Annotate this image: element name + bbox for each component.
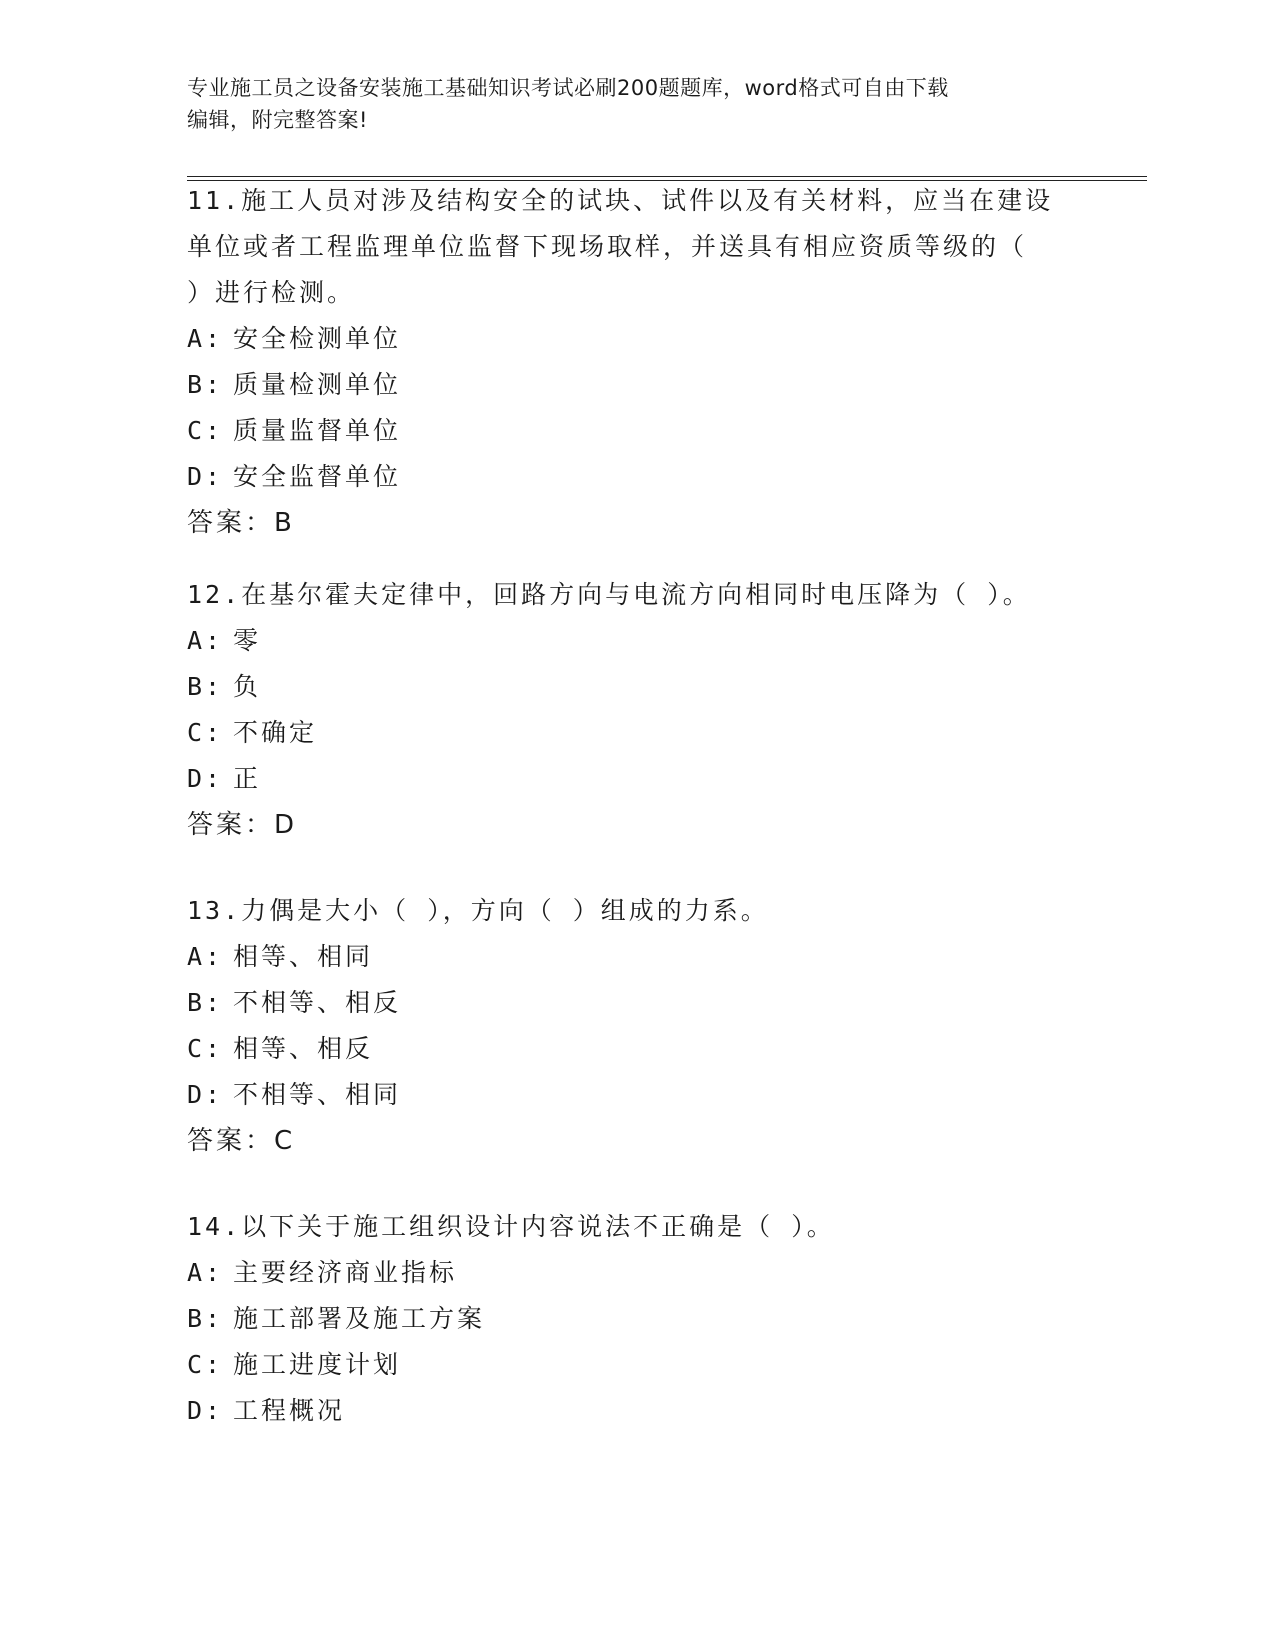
option-a: A: 主要经济商业指标 bbox=[187, 1258, 458, 1287]
option-d: D: 安全监督单位 bbox=[187, 462, 402, 491]
option-b: B: 质量检测单位 bbox=[187, 370, 402, 399]
header-line-1: 专业施工员之设备安装施工基础知识考试必刷200题题库，word格式可自由下载 bbox=[187, 76, 949, 100]
option-c: C: 相等、相反 bbox=[187, 1034, 374, 1063]
answer: 答案：D bbox=[187, 810, 298, 840]
document-header bbox=[187, 72, 1067, 136]
option-d: D: 正 bbox=[187, 764, 262, 793]
option-d: D: 工程概况 bbox=[187, 1396, 346, 1425]
answer: 答案：C bbox=[187, 1126, 296, 1156]
answer: 答案：B bbox=[187, 508, 295, 538]
question-14 bbox=[187, 1204, 1067, 1434]
option-a: A: 安全检测单位 bbox=[187, 324, 402, 353]
option-b: B: 施工部署及施工方案 bbox=[187, 1304, 486, 1333]
question-stem-line: 13.力偶是大小（ ），方向（ ）组成的力系。 bbox=[187, 896, 769, 925]
option-c: C: 施工进度计划 bbox=[187, 1350, 402, 1379]
option-b: B: 不相等、相反 bbox=[187, 988, 402, 1017]
option-d: D: 不相等、相同 bbox=[187, 1080, 402, 1109]
option-c: C: 质量监督单位 bbox=[187, 416, 402, 445]
question-11 bbox=[187, 178, 1067, 546]
option-b: B: 负 bbox=[187, 672, 262, 701]
question-stem-line: 单位或者工程监理单位监督下现场取样，并送具有相应资质等级的（ bbox=[187, 232, 1028, 261]
question-stem-line: 12.在基尔霍夫定律中，回路方向与电流方向相同时电压降为（ ）。 bbox=[187, 580, 1031, 609]
question-12 bbox=[187, 572, 1067, 848]
option-c: C: 不确定 bbox=[187, 718, 318, 747]
question-stem-line: ）进行检测。 bbox=[187, 278, 356, 307]
option-a: A: 零 bbox=[187, 626, 262, 655]
question-stem-line: 11.施工人员对涉及结构安全的试块、试件以及有关材料，应当在建设 bbox=[187, 186, 1054, 215]
header-line-2: 编辑，附完整答案! bbox=[187, 108, 368, 132]
option-a: A: 相等、相同 bbox=[187, 942, 374, 971]
question-stem-line: 14.以下关于施工组织设计内容说法不正确是（ ）。 bbox=[187, 1212, 835, 1241]
question-13 bbox=[187, 888, 1067, 1164]
